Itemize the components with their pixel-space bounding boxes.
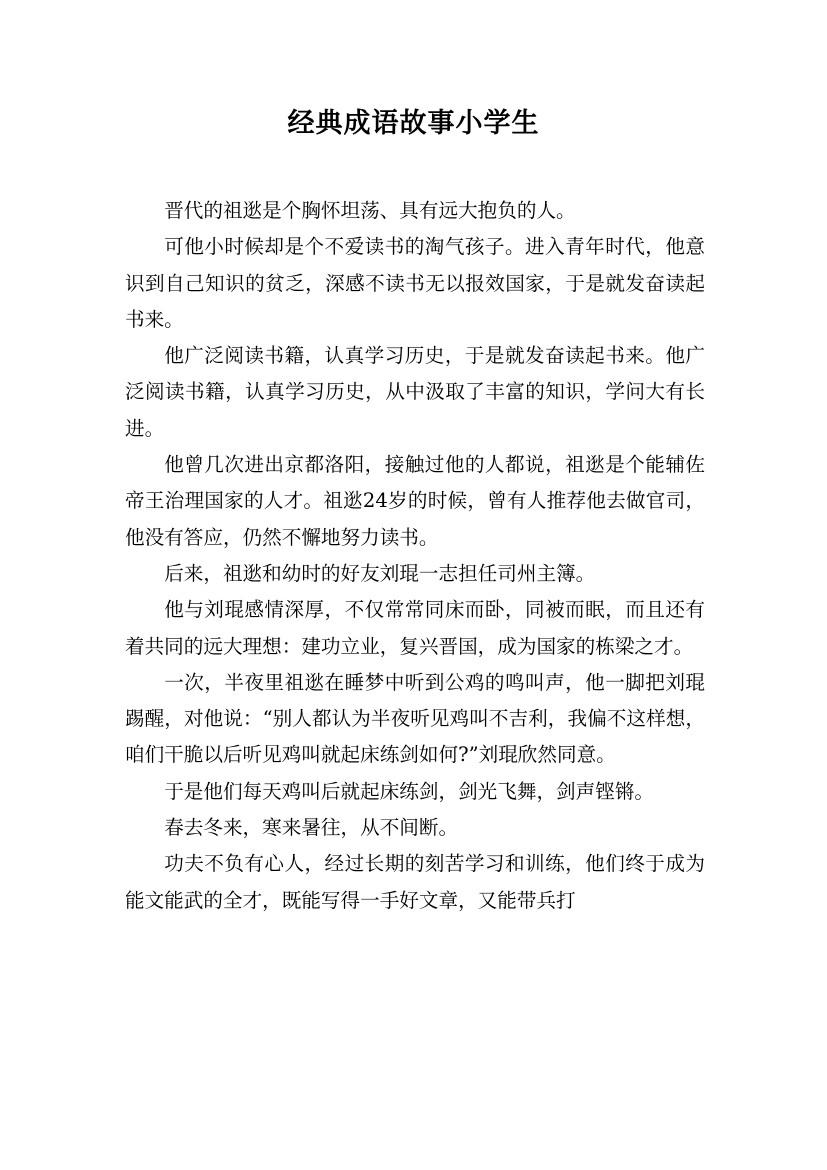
paragraph: 晋代的祖逖是个胸怀坦荡、具有远大抱负的人。: [164, 199, 576, 222]
paragraph: 春去冬来，寒来暑往，从不间断。: [164, 816, 459, 840]
document-body: [125, 193, 705, 919]
document-title: 经典成语故事小学生: [287, 108, 540, 139]
paragraph: 于是他们每天鸡叫后就起床练剑，剑光飞舞，剑声铿锵。: [164, 779, 655, 803]
paragraph: 功夫不负有心人，经过长期的刻苦学习和训练，他们终于成为能文能武的全才，既能写得一手好文章，又能带兵打: [125, 852, 705, 912]
paragraph: 一次，半夜里祖逖在睡梦中听到公鸡的鸣叫声，他一脚把刘琨踢醒，对他说：“别人都认为半夜听见鸡叫不吉利，我偏不这样想，咱们干脆以后听见鸡叫就起床练剑如何?”刘琨欣然同意。: [125, 670, 705, 767]
paragraph: 后来，祖逖和幼时的好友刘琨一志担任司州主簿。: [164, 561, 596, 585]
paragraph: 他曾几次进出京都洛阳，接触过他的人都说，祖逖是个能辅佐帝王治理国家的人才。祖逖24岁的时候，曾有人推荐他去做官司，他没有答应，仍然不懈地努力读书。: [125, 453, 705, 549]
paragraph: 他与刘琨感情深厚，不仅常常同床而卧，同被而眠，而且还有着共同的远大理想：建功立业，复兴晋国，成为国家的栋梁之才。: [125, 598, 705, 658]
paragraph: 可他小时候却是个不爱读书的淘气孩子。进入青年时代，他意识到自己知识的贫乏，深感不读书无以报效国家，于是就发奋读起书来。: [125, 235, 705, 331]
paragraph: 他广泛阅读书籍，认真学习历史，于是就发奋读起书来。他广泛阅读书籍，认真学习历史，从中汲取了丰富的知识，学问大有长进。: [125, 344, 705, 440]
